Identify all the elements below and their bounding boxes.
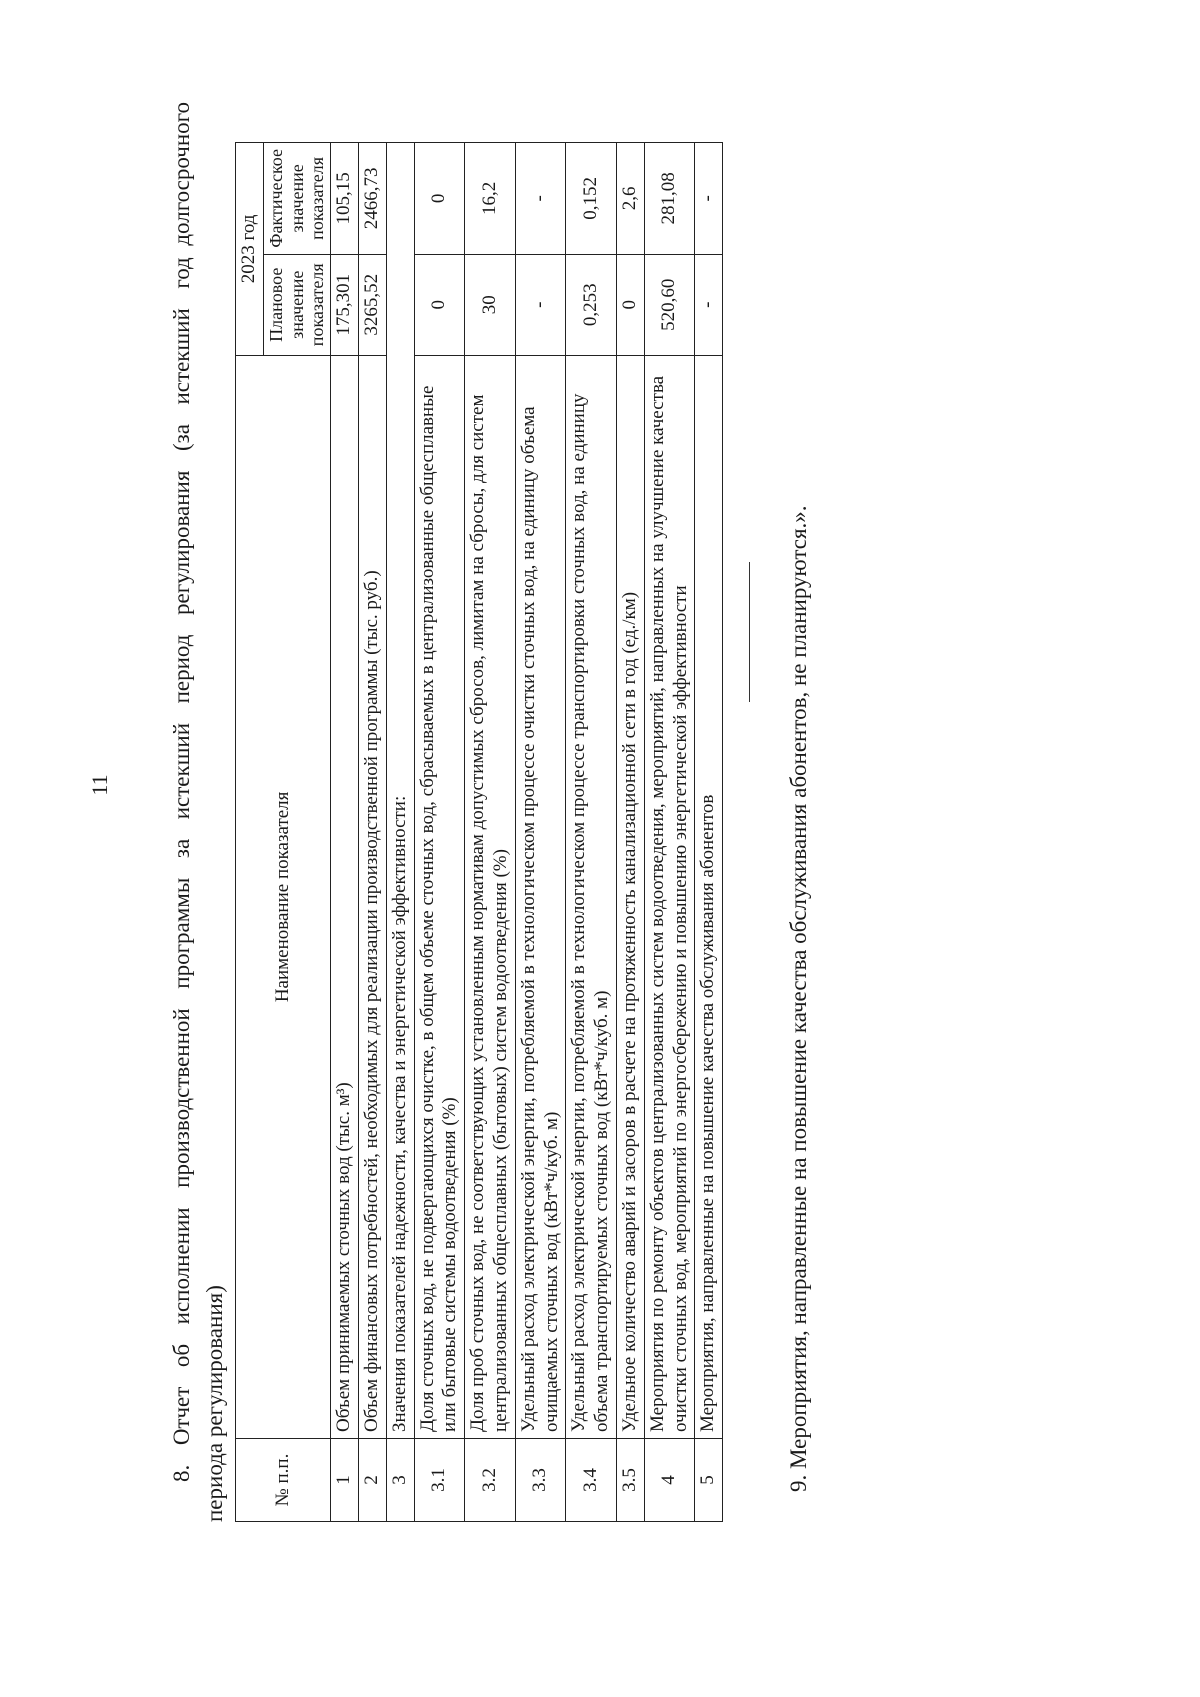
table-row xyxy=(465,143,516,1522)
column-header-fact: Фактическое значение показателя xyxy=(264,143,331,255)
row-indicator-name: Объем финансовых потребностей, необходимых для реализации производственной программы (тыс. руб.) xyxy=(358,355,386,1438)
column-header-plan: Плановое значение показателя xyxy=(264,254,331,355)
rotated-page-content xyxy=(48,102,978,1522)
table-row xyxy=(414,143,465,1522)
row-indicator-name: Удельный расход электрической энергии, потребляемой в технологическом процессе очистки сточных вод, на единицу объема очищаемых сточных вод (кВт*ч/куб. м) xyxy=(515,355,566,1438)
page-number: 11 xyxy=(87,774,112,796)
row-indicator-name: Удельный расход электрической энергии, потребляемой в технологическом процессе транспортировки сточных вод, на единицу объема транспортируемых сточных вод (кВт*ч/куб. м) xyxy=(566,355,617,1438)
row-plan-value: - xyxy=(695,254,723,355)
table-row xyxy=(515,143,566,1522)
row-fact-value: - xyxy=(695,143,723,255)
section-9-text: 9. Мероприятия, направленные на повышение качества обслуживания абонентов, не планируются.». xyxy=(786,505,811,1492)
row-indicator-name: Мероприятия по ремонту объектов централизованных систем водоотведения, мероприятий, направленных на улучшение качества очистки сточных вод, мероприятий по энергосбережению и повышению энергетической эффективности xyxy=(644,355,695,1438)
row-plan-value: 0 xyxy=(414,254,465,355)
section-8-heading-line1: 8. Отчет об исполнении производственной программы за истекший период регулирования (за истекший год xyxy=(169,257,194,1482)
row-fact-value: 2,6 xyxy=(616,143,644,255)
column-header-indicator-name: Наименование показателя xyxy=(236,355,331,1438)
row-number: 3.2 xyxy=(465,1439,516,1522)
row-plan-value: 0 xyxy=(616,254,644,355)
row-plan-value: 3265,52 xyxy=(358,254,386,355)
row-plan-value: 175,301 xyxy=(331,254,359,355)
row-plan-value: 0,253 xyxy=(566,254,617,355)
row-indicator-name: Доля проб сточных вод, не соответствующих установленным нормативам допустимых сбросов, лимитам на сбросы, для систем централизованных общесплавных (бытовых) систем водоотведения (%) xyxy=(465,355,516,1438)
row-number: 3.4 xyxy=(566,1439,617,1522)
row-plan-value: - xyxy=(515,254,566,355)
row-number: 1 xyxy=(331,1439,359,1522)
section-8-heading-line2: долгосрочного периода регулирования) xyxy=(169,102,227,1522)
row-number: 3.1 xyxy=(414,1439,465,1522)
column-header-year: 2023 год xyxy=(236,143,264,356)
table-row xyxy=(331,143,359,1522)
row-fact-value: 281,08 xyxy=(644,143,695,255)
table-row xyxy=(386,143,414,1522)
table-row xyxy=(616,143,644,1522)
row-fact-value: 105,15 xyxy=(331,143,359,255)
table-row xyxy=(695,143,723,1522)
row-fact-value: 0 xyxy=(414,143,465,255)
row-plan-value: 30 xyxy=(465,254,516,355)
row-indicator-name: Удельное количество аварий и засоров в расчете на протяженность канализационной сети в год (ед./км) xyxy=(616,355,644,1438)
row-number: 5 xyxy=(695,1439,723,1522)
row-indicator-name: Объем принимаемых сточных вод (тыс. м³) xyxy=(331,355,359,1438)
table-row xyxy=(358,143,386,1522)
row-indicator-name: Доля сточных вод, не подвергающихся очистке, в общем объеме сточных вод, сбрасываемых в централизованные общесплавные или бытовые системы водоотведения (%) xyxy=(414,355,465,1438)
table-row xyxy=(644,143,695,1522)
row-fact-value: 16,2 xyxy=(465,143,516,255)
row-fact-value: 2466,73 xyxy=(358,143,386,255)
row-plan-value: 520,60 xyxy=(644,254,695,355)
row-section-title: Значения показателей надежности, качества и энергетической эффективности: xyxy=(386,143,414,1439)
row-number: 3 xyxy=(386,1439,414,1522)
production-program-report-table xyxy=(235,142,723,1522)
closing-divider-line xyxy=(749,562,750,702)
row-number: 3.3 xyxy=(515,1439,566,1522)
row-fact-value: - xyxy=(515,143,566,255)
row-number: 4 xyxy=(644,1439,695,1522)
table-row xyxy=(566,143,617,1522)
row-number: 3.5 xyxy=(616,1439,644,1522)
column-header-number: № п.п. xyxy=(236,1439,331,1522)
section-8-heading xyxy=(166,102,231,1522)
row-fact-value: 0,152 xyxy=(566,143,617,255)
row-number: 2 xyxy=(358,1439,386,1522)
row-indicator-name: Мероприятия, направленные на повышение качества обслуживания абонентов xyxy=(695,355,723,1438)
